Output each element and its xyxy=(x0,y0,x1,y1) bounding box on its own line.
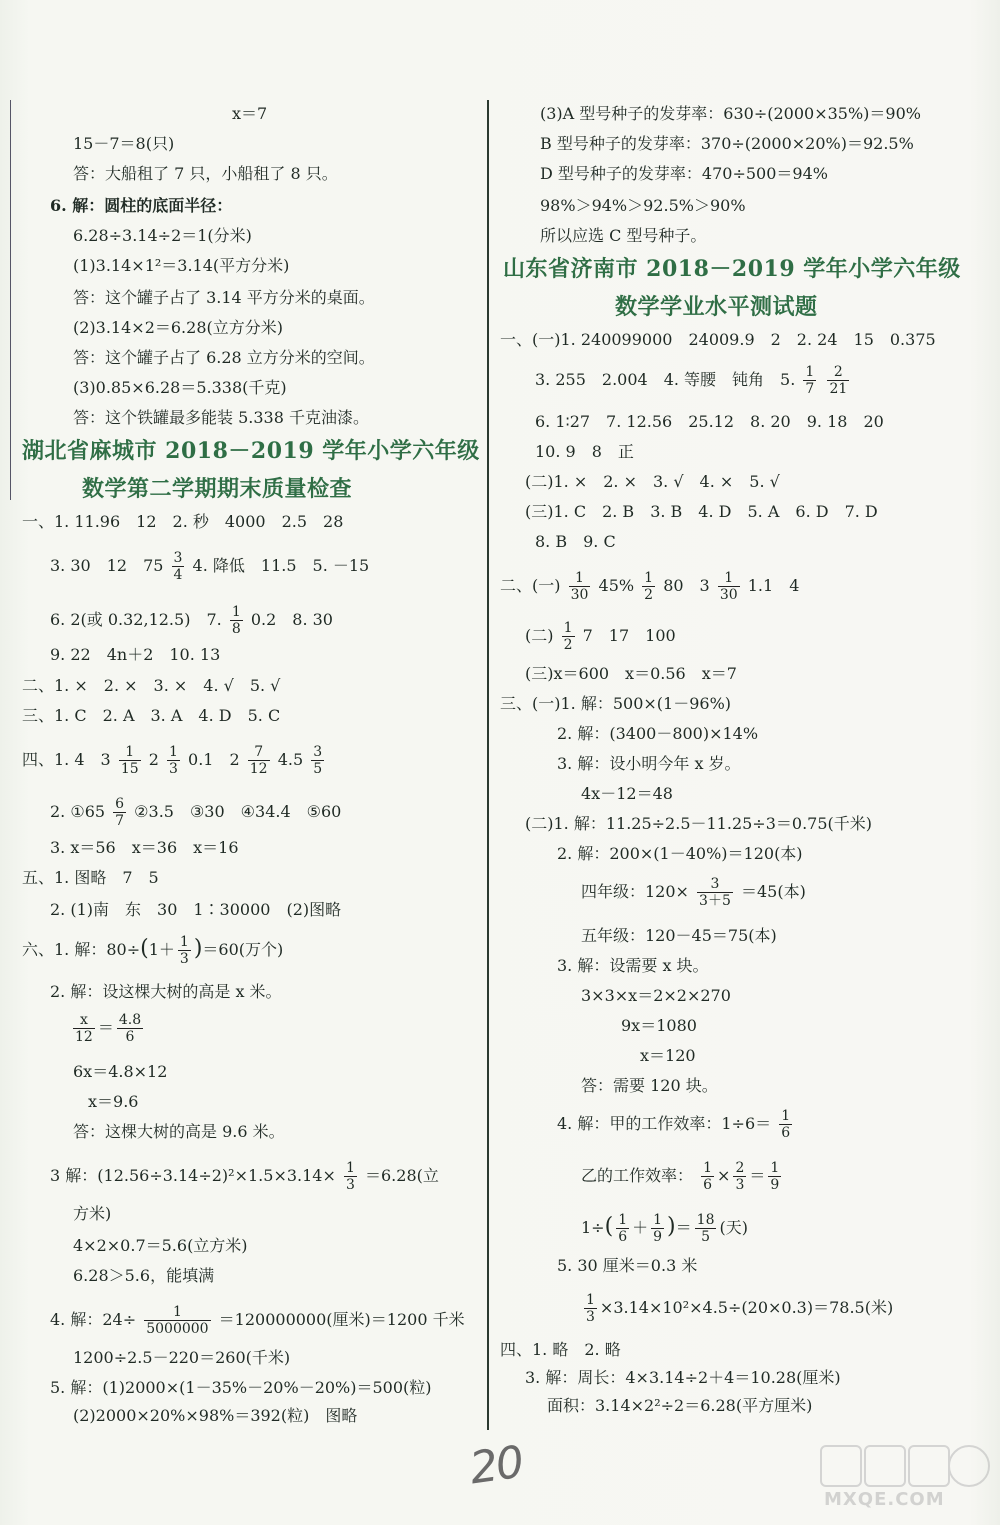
answer-line: 3. 解：设需要 x 块。 xyxy=(557,956,709,975)
fraction: $\frac{x}{12}$ xyxy=(75,1012,93,1045)
fraction: $\frac{1}{3}$ xyxy=(169,744,178,777)
section-heading: 数学第二学期期末质量检查 xyxy=(82,476,353,502)
fraction: $\frac{6}{7}$ xyxy=(115,796,125,829)
answer-line: 方米) xyxy=(73,1204,112,1223)
fraction: $\frac{1}{2}$ xyxy=(563,620,573,653)
fraction: $\frac{1}{8}$ xyxy=(231,604,241,637)
answer-line: 9. 22 4n＋2 10. 13 xyxy=(50,645,221,664)
answer-line: (三)x＝600 x＝0.56 x＝7 xyxy=(525,664,737,683)
text-line: (3)A 型号种子的发芽率：630÷(2000×35%)＝90% xyxy=(540,104,921,123)
fraction: $\frac{1}{6}$ xyxy=(703,1160,713,1193)
text-line: 15－7＝8(只) xyxy=(73,134,175,153)
fraction: $\frac{1}{3}$ xyxy=(179,934,189,967)
answer-line: 3. 解：设小明今年 x 岁。 xyxy=(557,754,741,773)
answer-line: 1÷( $\frac{1}{6}$ ＋ $\frac{1}{9}$ )＝ $\frac{18}{5}$ (天) xyxy=(581,1212,748,1245)
text-line: 98%＞94%＞92.5%＞90% xyxy=(540,196,746,215)
answer-line: x＝9.6 xyxy=(88,1092,139,1111)
answer-line: 四年级：120× $\frac{3}{3+5}$ ＝45(本) xyxy=(581,876,806,909)
answer-line: 五、1. 图略 7 5 xyxy=(22,868,159,887)
section-heading: 湖北省麻城市 2018－2019 学年小学六年级 xyxy=(22,438,480,464)
fraction: $\frac{2}{3}$ xyxy=(735,1160,745,1193)
answer-line: 1200÷2.5－220＝260(千米) xyxy=(73,1348,291,1367)
answer-line: 10. 9 8 正 xyxy=(535,442,634,461)
fraction: $\frac{18}{5}$ xyxy=(696,1212,715,1245)
fraction: $\frac{1}{9}$ xyxy=(770,1160,780,1193)
answer-line: 4x－12＝48 xyxy=(581,784,673,803)
answer-line: (二)1. 解：11.25÷2.5－11.25÷3＝0.75(千米) xyxy=(525,814,872,833)
text-line: B 型号种子的发芽率：370÷(2000×20%)＝92.5% xyxy=(540,134,914,153)
answer-line: 3. 255 2.004 4. 等腰 钝角 5. $\frac{1}{7}$ $\frac{2}{21}$ xyxy=(535,364,848,397)
answer-line: (2)2000×20%×98%＝392(粒) 图略 xyxy=(73,1406,358,1425)
answer-line: 5. 解：(1)2000×(1－35%－20%－20%)＝500(粒) xyxy=(50,1378,432,1397)
answer-line: 3. 解：周长：4×3.14÷2＋4＝10.28(厘米) xyxy=(525,1368,841,1387)
column-divider xyxy=(487,100,489,1430)
answer-line: $\frac{x}{12}$ ＝ $\frac{4.8}{6}$ xyxy=(75,1012,142,1045)
answer-line: 2. ①65 $\frac{6}{7}$ ②3.5 ③30 ④34.4 ⑤60 xyxy=(50,796,342,829)
answer-line: 6.28＞5.6，能填满 xyxy=(73,1266,215,1285)
fraction: $\frac{3}{3+5}$ xyxy=(699,876,731,909)
answer-line: 二、(一) $\frac{1}{30}$ 45% $\frac{1}{2}$ 80 3 $\frac{1}{30}$ 1.1 4 xyxy=(500,570,800,603)
answer-line: 三、1. C 2. A 3. A 4. D 5. C xyxy=(22,706,281,725)
answer-line: 答：需要 120 块。 xyxy=(581,1076,718,1095)
watermark-circle-icon xyxy=(948,1445,990,1487)
text-line: 6. 解：圆柱的底面半径： xyxy=(50,196,233,215)
answer-line: 4. 解：甲的工作效率：1÷6＝ $\frac{1}{6}$ xyxy=(557,1108,791,1141)
handwritten-page-number: 20 xyxy=(466,1436,526,1495)
fraction: $\frac{1}{3}$ xyxy=(586,1292,595,1325)
watermark-box-icon xyxy=(908,1445,950,1487)
text-line: (2)3.14×2＝6.28(立方分米) xyxy=(73,318,283,337)
answer-line: 二、1. × 2. × 3. × 4. √ 5. √ xyxy=(22,676,281,695)
fraction: $\frac{1}{5000000}$ xyxy=(146,1304,209,1337)
answer-line: 乙的工作效率： $\frac{1}{6}$ × $\frac{2}{3}$ ＝ $\frac{1}{9}$ xyxy=(581,1160,780,1193)
answer-line: 五年级：120－45＝75(本) xyxy=(581,926,777,945)
answer-line: (二) $\frac{1}{2}$ 7 17 100 xyxy=(525,620,676,653)
watermark-logo xyxy=(820,1445,990,1517)
watermark-box-icon xyxy=(820,1445,862,1487)
fraction: $\frac{1}{6}$ xyxy=(618,1212,628,1245)
fraction: $\frac{3}{4}$ xyxy=(173,550,183,583)
fraction: $\frac{2}{21}$ xyxy=(829,364,848,397)
answer-line: 2. 解：设这棵大树的高是 x 米。 xyxy=(50,982,282,1001)
answer-line: (二)1. × 2. × 3. √ 4. × 5. √ xyxy=(525,472,780,491)
text-line: D 型号种子的发芽率：470÷500＝94% xyxy=(540,164,828,183)
text-line: 答：大船租了 7 只，小船租了 8 只。 xyxy=(73,164,338,183)
answer-line: (三)1. C 2. B 3. B 4. D 5. A 6. D 7. D xyxy=(525,502,878,521)
answer-line: 6x＝4.8×12 xyxy=(73,1062,168,1081)
watermark-url: MXQE.COM xyxy=(824,1489,945,1510)
answer-line: 4×2×0.7＝5.6(立方米) xyxy=(73,1236,248,1255)
answer-line: 3×3×x＝2×2×270 xyxy=(581,986,731,1005)
text-line: 答：这个罐子占了 3.14 平方分米的桌面。 xyxy=(73,288,375,307)
answer-line: 面积：3.14×2²÷2＝6.28(平方厘米) xyxy=(547,1396,813,1415)
answer-line: 6. 2(或 0.32,12.5) 7. $\frac{1}{8}$ 0.2 8. 30 xyxy=(50,604,333,637)
text-line: 所以应选 C 型号种子。 xyxy=(540,226,707,245)
text-line: (1)3.14×1²＝3.14(平方分米) xyxy=(73,256,290,275)
answer-line: x＝120 xyxy=(640,1046,696,1065)
answer-line: 答：这棵大树的高是 9.6 米。 xyxy=(73,1122,285,1141)
section-heading: 山东省济南市 2018－2019 学年小学六年级 xyxy=(503,256,961,282)
answer-line: 3. x＝56 x＝36 x＝16 xyxy=(50,838,239,857)
fraction: $\frac{1}{7}$ xyxy=(805,364,815,397)
answer-line: $\frac{1}{3}$ ×3.14×10²×4.5÷(20×0.3)＝78.5(米) xyxy=(586,1292,894,1325)
answer-line: 4. 解：24÷ $\frac{1}{5000000}$ ＝120000000(厘米)＝1200 千米 xyxy=(50,1304,465,1337)
answer-line: 8. B 9. C xyxy=(535,532,616,551)
answer-line: 一、1. 11.96 12 2. 秒 4000 2.5 28 xyxy=(22,512,344,531)
fraction: $\frac{1}{2}$ xyxy=(644,570,654,603)
answer-line: 2. 解：200×(1－40%)＝120(本) xyxy=(557,844,803,863)
answer-line: 2. 解：(3400－800)×14% xyxy=(557,724,759,743)
fraction: $\frac{7}{12}$ xyxy=(249,744,268,777)
fraction: $\frac{1}{3}$ xyxy=(345,1160,355,1193)
answer-line: 6. 1∶27 7. 12.56 25.12 8. 20 9. 18 20 xyxy=(535,412,884,431)
fraction: $\frac{3}{5}$ xyxy=(313,744,323,777)
answer-line: 2. (1)南 东 30 1∶30000 (2)图略 xyxy=(50,900,342,919)
answer-line: 四、1. 4 3 $\frac{1}{15}$ 2 $\frac{1}{3}$ 0.1 2 $\frac{7}{12}$ 4.5 $\frac{3}{5}$ xyxy=(22,744,323,777)
fraction: $\frac{1}{30}$ xyxy=(570,570,589,603)
fraction: $\frac{4.8}{6}$ xyxy=(118,1012,142,1045)
section-heading: 数学学业水平测试题 xyxy=(615,294,818,320)
answer-line: 三、(一)1. 解：500×(1－96%) xyxy=(500,694,732,713)
fraction: $\frac{1}{9}$ xyxy=(653,1212,663,1245)
answer-line: 3 解：(12.56÷3.14÷2)²×1.5×3.14× $\frac{1}{3}$ ＝6.28(立 xyxy=(50,1160,439,1193)
answer-line: 四、1. 略 2. 略 xyxy=(500,1340,621,1359)
text-line: (3)0.85×6.28＝5.338(千克) xyxy=(73,378,287,397)
left-margin-rule xyxy=(10,100,11,500)
fraction: $\frac{1}{30}$ xyxy=(719,570,738,603)
fraction: $\frac{1}{15}$ xyxy=(120,744,139,777)
answer-line: 六、1. 解：80÷(1＋ $\frac{1}{3}$ )＝60(万个) xyxy=(22,934,284,967)
answer-line: 9x＝1080 xyxy=(621,1016,697,1035)
text-line: 6.28÷3.14÷2＝1(分米) xyxy=(73,226,252,245)
answer-line: 一、(一)1. 240099000 24009.9 2 2. 24 15 0.375 xyxy=(500,330,936,349)
watermark-box-icon xyxy=(864,1445,906,1487)
text-line: x＝7 xyxy=(232,104,268,123)
text-line: 答：这个铁罐最多能装 5.338 千克油漆。 xyxy=(73,408,369,427)
answer-line: 3. 30 12 75 $\frac{3}{4}$ 4. 降低 11.5 5. －15 xyxy=(50,550,370,583)
answer-line: 5. 30 厘米＝0.3 米 xyxy=(557,1256,698,1275)
fraction: $\frac{1}{6}$ xyxy=(781,1108,791,1141)
text-line: 答：这个罐子占了 6.28 立方分米的空间。 xyxy=(73,348,375,367)
